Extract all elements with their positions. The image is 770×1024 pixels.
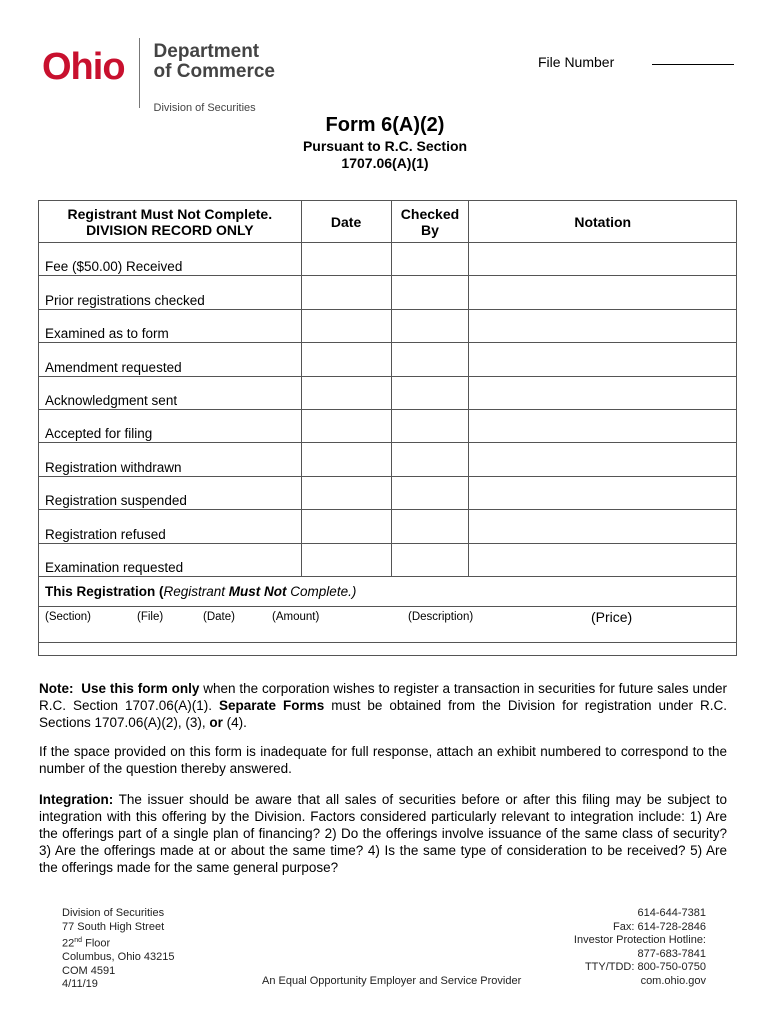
registration-blank-cell[interactable] [39,642,737,655]
header-checked-line1: Checked [400,205,460,222]
footer-date: 4/11/19 [62,978,98,991]
header-division-record [39,201,302,243]
checked-by-cell[interactable] [391,343,469,376]
footer-city: Columbus, Ohio 43215 [62,951,175,964]
table-header-row [39,201,737,243]
this-registration-italic2: Complete.) [286,583,357,599]
table-row [39,409,737,442]
note-bold-use-form-only: Use this form only [81,681,200,696]
checked-by-cell[interactable] [391,543,469,576]
section-label: (Section) [45,610,92,623]
row-label: Prior registrations checked [39,276,302,309]
note-paragraph [39,680,727,731]
footer-hotline-number: 877-683-7841 [637,947,706,960]
date-cell[interactable] [301,443,391,476]
notation-cell[interactable] [469,443,737,476]
date-cell[interactable] [301,243,391,276]
footer-contact [574,907,706,988]
row-label: Fee ($50.00) Received [39,243,302,276]
this-registration-must-not: Must Not [228,583,287,599]
row-label: Examined as to form [39,309,302,342]
notation-cell[interactable] [469,309,737,342]
this-registration-row [39,576,737,606]
table-row [39,543,737,576]
date-cell[interactable] [301,343,391,376]
table-row [39,510,737,543]
this-registration-note [164,584,357,599]
table-row [39,276,737,309]
header-checked-by [391,201,469,243]
ohio-logo-text: Ohio [42,46,125,88]
form-title: Form 6(A)(2) [325,114,445,136]
this-registration-title [39,576,737,606]
checked-by-cell[interactable] [391,476,469,509]
department-block [154,38,275,114]
date-label: (Date) [203,610,235,623]
integration-paragraph [39,791,727,876]
description-label: (Description) [408,610,474,623]
footer-street: 77 South High Street [62,920,165,933]
footer-address [62,907,175,992]
header-date-label: Date [330,213,362,230]
footer-equal-opportunity: An Equal Opportunity Employer and Service Provider [262,975,522,987]
ohio-commerce-logo [42,38,275,114]
footer-hotline-label: Investor Protection Hotline: [573,934,706,946]
date-cell[interactable] [301,376,391,409]
note-bold-or: or [209,715,223,730]
notation-cell[interactable] [469,243,737,276]
header-date [301,201,391,243]
this-registration-italic1: Registrant [163,583,229,599]
form-subtitle-line1: Pursuant to R.C. Section [302,138,468,154]
header-notation [469,201,737,243]
date-cell[interactable] [301,409,391,442]
date-cell[interactable] [301,476,391,509]
integration-text: The issuer should be aware that all sales of securities before or after this filing may be subject to integration with this offering by the Division. Factors considered particularly relevant to integration include: 1) Are the offerings part of a single plan of financing? 2) Do the offerings involve issuance of the same class of security? 3) Are the offerings made at or about the same time? 4) Is the same type of consideration to be received? 5) Are the offerings made for the same general purpose? [39,792,727,875]
footer-form-code: COM 4591 [62,964,116,977]
division-name: Division of Securities [153,102,256,114]
header-division-record-line2: DIVISION RECORD ONLY [86,221,254,238]
date-cell[interactable] [301,276,391,309]
checked-by-cell[interactable] [391,376,469,409]
notation-cell[interactable] [469,476,737,509]
row-label: Accepted for filing [39,409,302,442]
note-label: Note: [39,681,74,696]
form-subtitle [0,138,770,172]
amount-label: (Amount) [272,610,320,623]
table-row [39,243,737,276]
row-label: Examination requested [39,543,302,576]
notation-cell[interactable] [469,276,737,309]
notation-cell[interactable] [469,343,737,376]
division-record-table [38,200,737,656]
file-label: (File) [137,610,164,623]
this-registration-bold: This Registration [45,583,156,599]
note-text2: must be obtained from the Division for registration under R.C. Sections 1707.06(A)(2), (3), [39,698,728,730]
date-cell[interactable] [301,543,391,576]
row-label: Acknowledgment sent [39,376,302,409]
date-cell[interactable] [301,309,391,342]
checked-by-cell[interactable] [391,510,469,543]
registration-blank-row [39,642,737,655]
table-row [39,343,737,376]
price-label: (Price) [591,608,633,625]
table-row [39,476,737,509]
row-label: Registration withdrawn [39,443,302,476]
header-checked-line2: By [421,221,439,238]
checked-by-cell[interactable] [391,276,469,309]
row-label: Amendment requested [39,343,302,376]
checked-by-cell[interactable] [391,243,469,276]
footer-floor [62,934,175,951]
checked-by-cell[interactable] [391,409,469,442]
notation-cell[interactable] [469,376,737,409]
file-number-field[interactable] [652,64,734,65]
footer-fax: Fax: 614-728-2846 [613,920,706,933]
notation-cell[interactable] [469,409,737,442]
checked-by-cell[interactable] [391,309,469,342]
footer-division: Division of Securities [62,907,165,919]
date-cell[interactable] [301,510,391,543]
footer-phone: 614-644-7381 [637,907,706,919]
form-subtitle-line2: 1707.06(A)(1) [341,155,429,171]
footer-floor-suffix: nd [74,937,83,944]
logo-divider [139,38,140,108]
header-division-record-line1: Registrant Must Not Complete. [67,205,273,222]
note-text1: when the corporation wishes to register a transaction in securities for future sales under R.C. Section 1707.06(A)(1). [39,681,727,713]
this-registration-paren: ( [155,583,164,599]
notation-cell[interactable] [469,510,737,543]
checked-by-cell[interactable] [391,443,469,476]
row-label: Registration suspended [39,476,302,509]
dept-name-line2: of Commerce [153,61,275,82]
table-row [39,443,737,476]
registration-fields-row [39,606,737,642]
table-row [39,376,737,409]
row-label: Registration refused [39,510,302,543]
registration-fields[interactable] [39,606,737,642]
note-text3: (4). [222,715,247,730]
footer-floor-word: Floor [82,937,111,950]
file-number-label: File Number [538,54,615,70]
header-notation-label: Notation [574,213,632,230]
table-row [39,309,737,342]
exhibit-paragraph: If the space provided on this form is inadequate for full response, attach an exhibit numbered to correspond to the number of the question thereby answered. [39,744,727,776]
notation-cell[interactable] [469,543,737,576]
integration-label: Integration: [39,792,114,807]
footer-tty: TTY/TDD: 800-750-0750 [584,961,706,973]
footer-website[interactable]: com.ohio.gov [640,974,706,987]
note-bold-separate-forms: Separate Forms [218,698,325,713]
dept-name-line1: Department [153,41,260,62]
footer-floor-number: 22 [62,937,75,950]
